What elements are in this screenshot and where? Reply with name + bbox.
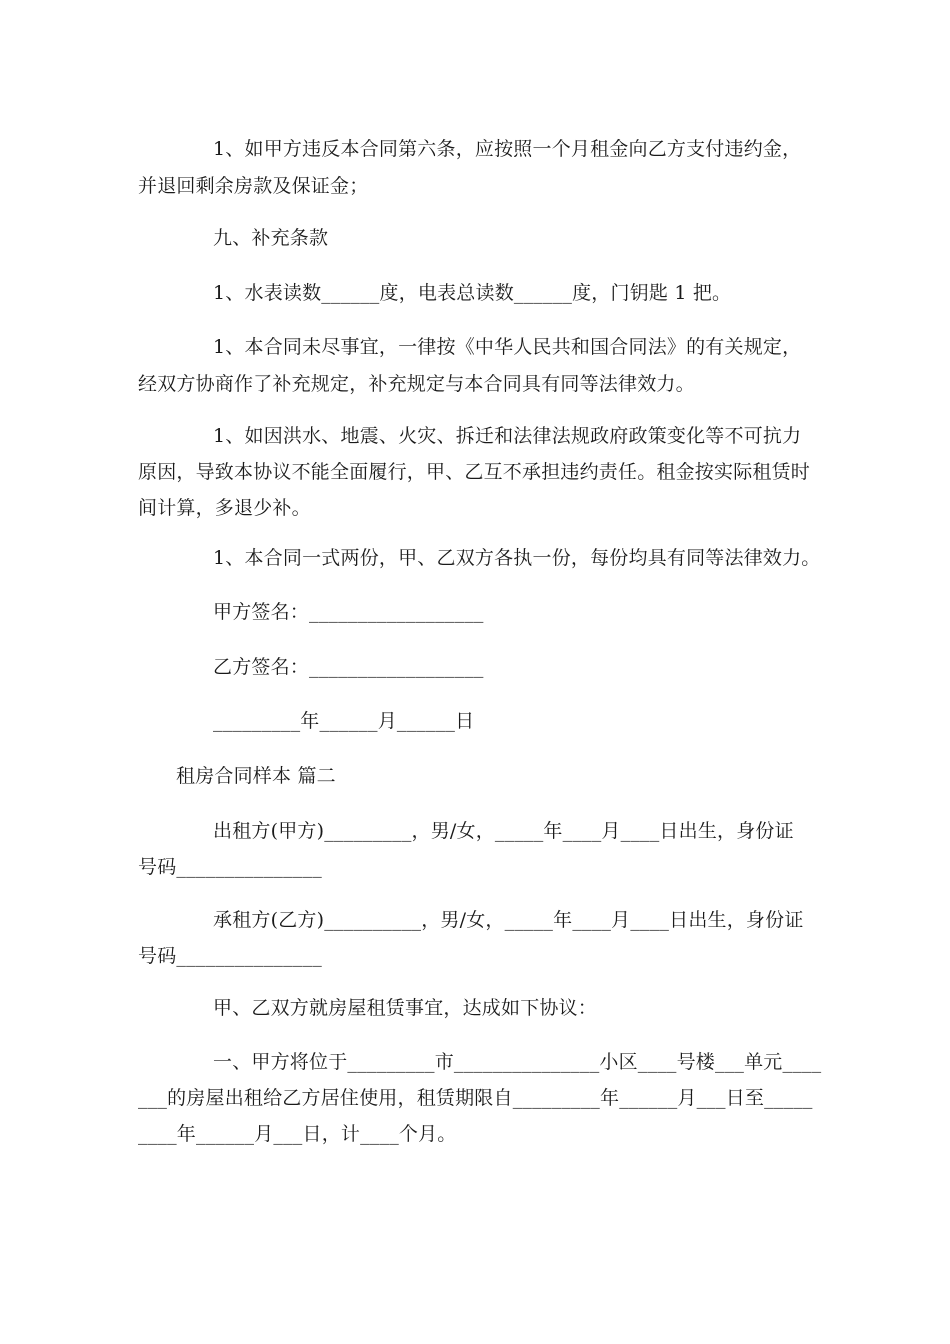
signature-line-party-a: 甲方签名：__________________ xyxy=(213,601,484,623)
text-line: 间计算，多退少补。 xyxy=(138,497,311,519)
text-line: 号码_______________ xyxy=(138,856,322,878)
signature-line-party-b: 乙方签名：__________________ xyxy=(213,656,484,678)
text-line: 1、本合同一式两份，甲、乙双方各执一份，每份均具有同等法律效力。 xyxy=(213,547,821,569)
text-line: 1、如因洪水、地震、火灾、拆迁和法律法规政府政策变化等不可抗力 xyxy=(213,425,802,447)
text-line: 承租方(乙方)__________，男/女，_____年____月____日出生，身份证 xyxy=(213,909,804,931)
text-line: ____年______月___日，计____个月。 xyxy=(138,1123,457,1145)
date-line: _________年______月______日 xyxy=(213,710,475,732)
text-line: 出租方(甲方)_________，男/女，_____年____月____日出生，身份证 xyxy=(213,820,794,842)
text-line: 号码_______________ xyxy=(138,945,322,967)
section-title: 租房合同样本 篇二 xyxy=(176,765,336,787)
text-line: 一、甲方将位于_________市_______________小区____号楼___单元____ xyxy=(213,1051,822,1073)
text-line: 经双方协商作了补充规定，补充规定与本合同具有同等法律效力。 xyxy=(138,373,695,395)
text-line: 1、水表读数______度，电表总读数______度，门钥匙 1 把。 xyxy=(213,282,732,304)
text-line: 1、本合同未尽事宜，一律按《中华人民共和国合同法》的有关规定， xyxy=(213,336,802,358)
text-line: 1、如甲方违反本合同第六条，应按照一个月租金向乙方支付违约金， xyxy=(213,138,802,160)
text-line: 甲、乙双方就房屋租赁事宜，达成如下协议： xyxy=(213,997,598,1019)
text-line: 并退回剩余房款及保证金； xyxy=(138,175,369,197)
text-line: ___的房屋出租给乙方居住使用，租赁期限自_________年______月___日至_____ xyxy=(138,1087,813,1109)
section-heading: 九、补充条款 xyxy=(213,227,329,249)
text-line: 原因，导致本协议不能全面履行，甲、乙互不承担违约责任。租金按实际租赁时 xyxy=(138,461,811,483)
